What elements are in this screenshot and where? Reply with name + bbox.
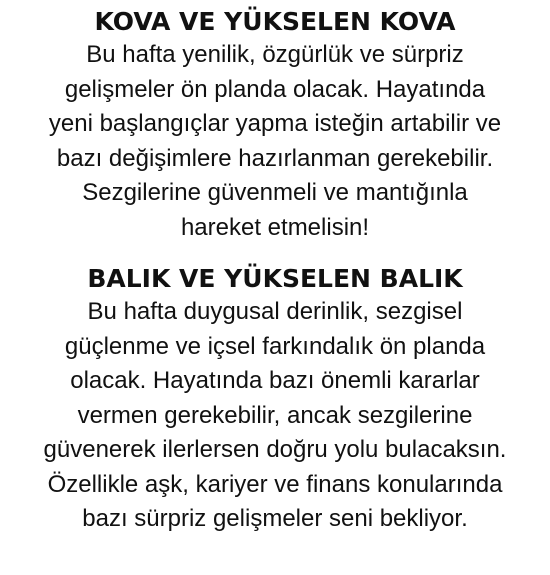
section-heading: BALIK VE YÜKSELEN BALIK — [87, 264, 463, 293]
body-line: Sezgilerine güvenmeli ve mantığınla — [82, 179, 468, 206]
body-line: Bu hafta yenilik, özgürlük ve sürpriz — [86, 41, 464, 68]
section-balik — [6, 263, 544, 537]
body-line: güvenerek ilerlersen doğru yolu bulacaksın. — [43, 436, 507, 463]
section-kova — [6, 6, 544, 245]
body-line: bazı değişimlere hazırlanman gerekebilir. — [56, 144, 494, 172]
body-line: Bu hafta duygusal derinlik, sezgisel — [87, 298, 463, 325]
body-line: olacak. Hayatında bazı önemli kararlar — [70, 367, 480, 394]
body-line: gelişmeler ön planda olacak. Hayatında — [64, 75, 486, 103]
body-line: hareket etmelisin! — [180, 213, 370, 241]
body-line: güçlenme ve içsel farkındalık ön planda — [64, 332, 486, 360]
body-line: Özellikle aşk, kariyer ve finans konularında — [47, 470, 503, 498]
body-line: bazı sürpriz gelişmeler seni bekliyor. — [82, 505, 468, 532]
section-heading: KOVA VE YÜKSELEN KOVA — [94, 7, 456, 36]
body-line: yeni başlangıçlar yapma isteğin artabilir ve — [48, 110, 502, 137]
body-line: vermen gerekebilir, ancak sezgilerine — [77, 401, 473, 429]
